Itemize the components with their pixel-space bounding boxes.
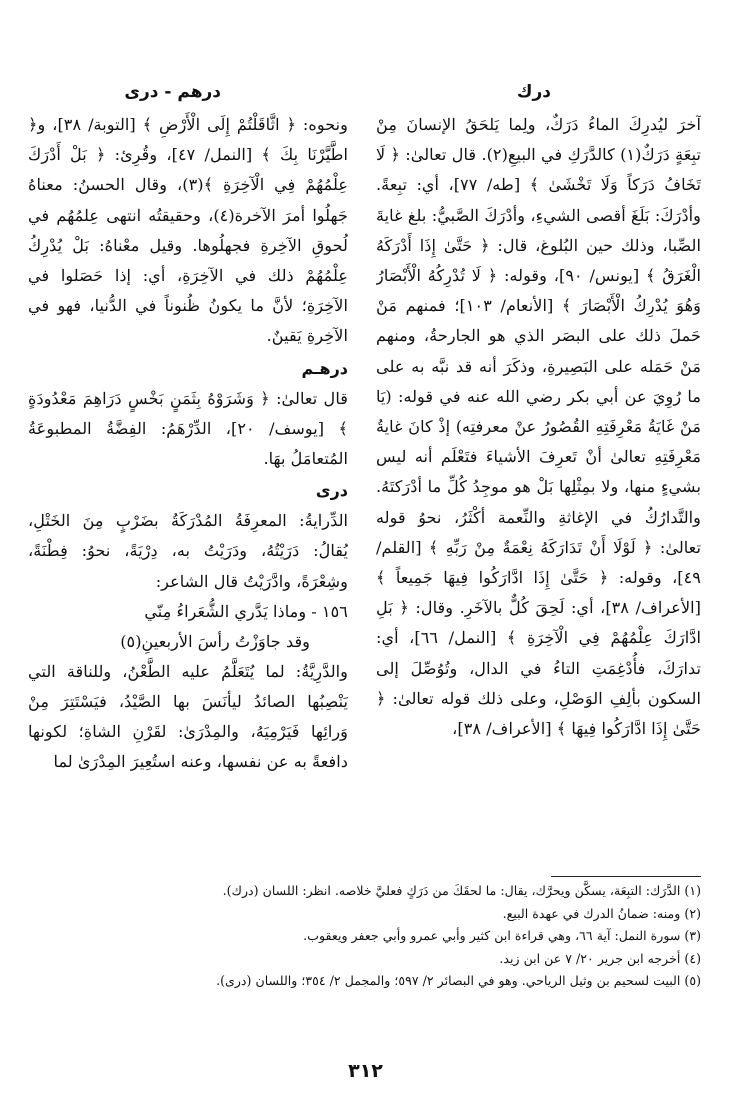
footnote-5: (٥) البيت لسحيم بن وثيل الرياحي. وهو في البصائر ٢/ ٥٩٧؛ والمجمل ٢/ ٣٥٤؛ واللسان (درى). <box>216 973 701 989</box>
footnote-2: (٢) ومنه: ضمانُ الدرك في عهدة البيع. <box>502 905 701 921</box>
left-column <box>28 110 348 870</box>
footnote-4: (٤) أخرجه ابن جرير ٢٠/ ٧ عن ابن زيد. <box>499 950 701 966</box>
verse-line-1: ١٥٦ - وماذا يَدَّري الشُّعَراءُ مِنّي <box>144 601 348 621</box>
right-column <box>376 110 701 870</box>
left-column-header: درهم - درى <box>124 82 221 102</box>
verse-line-2: وقد جاوَزْتُ رأسَ الأربعينِ(٥) <box>120 631 310 651</box>
page-number: ٣١٢ <box>348 1060 383 1082</box>
entry-body-dara-tail: والدَّرِيَّةُ: لما يُتَعَلَّمُ عليه الطَّعْنُ، وللناقة التي يَنْصِبُها الصائدُ ليأنَسَ بها الصَّيْدُ، فيَسْتَتِرَ مِنْ وَرائِها فَيَرْمِيَهُ، والمِدْرَىٰ: لقَرْنِ الشاةِ؛ لكونها دافعةً به عن نفسها، وعنه استُعِيرَ المِدْرَىٰ لما <box>28 661 348 772</box>
footnotes <box>31 880 701 993</box>
entry-heading-dirham: درهـم <box>301 358 348 378</box>
right-column-text: آخرَ ليُدرِكَ الماءُ دَرَكٌ، ولِما يَلحَقُ الإنسانَ مِنْ تبِعَةٍ دَرَكٌ(١) كالدَّرَكِ في البيعِ(٢). قال تعالىٰ: ﴿ لَا تَخَافُ دَرَكاً وَلَا تَخْشَىٰ ﴾ [طه/ ٧٧]، أي: تبِعةً. وأدْرَكَ: بَلَغَ أقصى الشيءِ، وأدْرَكَ الصَّبيُّ: بلغ غايةَ الصِّبا، وذلك حين البُلوغ، قال: ﴿ حَتَّىٰ إِذَا أَدْرَكَهُ الْغَرَقُ ﴾ [يونس/ ٩٠]، وقوله: ﴿ لَا تُدْرِكُهُ الْأَبْصَارُ وَهُوَ يُدْرِكُ الْأَبْصَارَ ﴾ [الأنعام/ ١٠٣]؛ فمنهم مَنْ حَملَ ذلك على البصَر الذي هو الجارحةُ، ومنهم مَنْ حَمَله على البَصِيرةِ، وذكَرَ أنه قد نبَّه به على ما رُوِيَ عن أبي بكر رضي الله عنه في قوله: (يَا مَنْ غَايَةُ مَعْرِفَتِهِ القُصُورُ عنْ معرفتِه) إذْ كانَ غايةُ مَعْرِفَتِهِ تعالىٰ أنْ تَعرِفَ الأشياءَ فتَعْلَم أنه ليس بشيءٍ منها، ولا بمِثْلِها بَلْ هو موجِدُ كُلِّ ما أدْرَكتَهُ. والتَّدارُكُ في الإغاثةِ والنِّعمة أكْثَرُ، نحوُ قوله تعالىٰ: ﴿ لَوْلَا أَنْ تَدَارَكَهُ نِعْمَةٌ مِنْ رَبِّهِ ﴾ [القلم/ ٤٩]، وقوله: ﴿ حَتَّىٰ إِذَا ادَّارَكُوا فِيهَا جَمِيعاً ﴾ [الأعراف/ ٣٨]، أي: لَحِقَ كُلٌّ بالآخَرِ. وقال: ﴿ بَلِ ادَّارَكَ عِلْمُهُمْ فِي الْآخِرَةِ ﴾ [النمل/ ٦٦]، أي: تدارَكَ، فأُدْغِمَتِ التاءُ في الدال، وتُوُصِّلَ إلى السكون بألِفِ الوَصْلِ، وعلى ذلك قوله تعالىٰ: ﴿ حَتَّىٰ إِذَا ادَّارَكُوا فِيهَا ﴾ [الأعراف/ ٣٨]، <box>376 115 701 739</box>
footnote-1: (١) الدَّرَك: التبِعَة، يسكَّن ويحرَّك، يقال: ما لحقَكَ من دَرَكٍ فعليَّ خلاصه. انظر: اللسان (درك). <box>222 883 701 898</box>
entry-body-dirham: قال تعالىٰ: ﴿ وَشَرَوْهُ بِثَمَنٍ بَخْسٍ دَرَاهِمَ مَعْدُودَةٍ ﴾ [يوسف/ ٢٠]، الدِّرْهَمُ: الفِضَّةُ المطبوعَةُ المُتعامَلُ بهَا. <box>28 388 348 469</box>
left-column-intro: ونحوه: ﴿ اثَّاقَلْتُمْ إِلَى الْأَرْضِ ﴾ [التوبة/ ٣٨]، و﴿ اطَّيَّرْنَا بِكَ ﴾ [النمل/ ٤٧]، وقُرِئ: ﴿ بَلْ أَدْرَكَ عِلْمُهُمْ فِي الْآخِرَةِ ﴾(٣)، وقال الحسنُ: معناهُ جَهلُوا أمرَ الآخرة(٤)، وحقيقتُه انتهى عِلمُهُم في لُحوقِ الآخِرةِ فجهلُوها. وقيل معْناهُ: بَلْ يُدْرِكُ عِلْمُهُمْ ذلك في الآخِرَةِ، أي: إذا حَصَلوا في الآخِرَةِ؛ لأنَّ ما يكونُ ظُنوناً في الدُّنيا، فهو في الآخِرةِ يَقينٌ. <box>28 115 348 346</box>
entry-body-dara: الدِّرايةُ: المعرِفَةُ المُدْرَكَةُ بضَرْبٍ مِنَ الخَتْلِ، يُقالُ: دَرَيْتُهُ، ودَرَيْتُ به، دِرْيَةً، نحوُ: فِطْنَةً، وشِعْرَةً، وادَّرَيْتُ قال الشاعر: <box>28 511 348 591</box>
right-column-header: درك <box>516 82 551 102</box>
footnote-separator <box>551 876 701 877</box>
footnote-3: (٣) سورة النمل: آية ٦٦، وهي قراءة ابن كثير وأبي عمرو وأبي جعفر ويعقوب. <box>303 928 701 944</box>
entry-heading-dara: درى <box>315 481 348 501</box>
